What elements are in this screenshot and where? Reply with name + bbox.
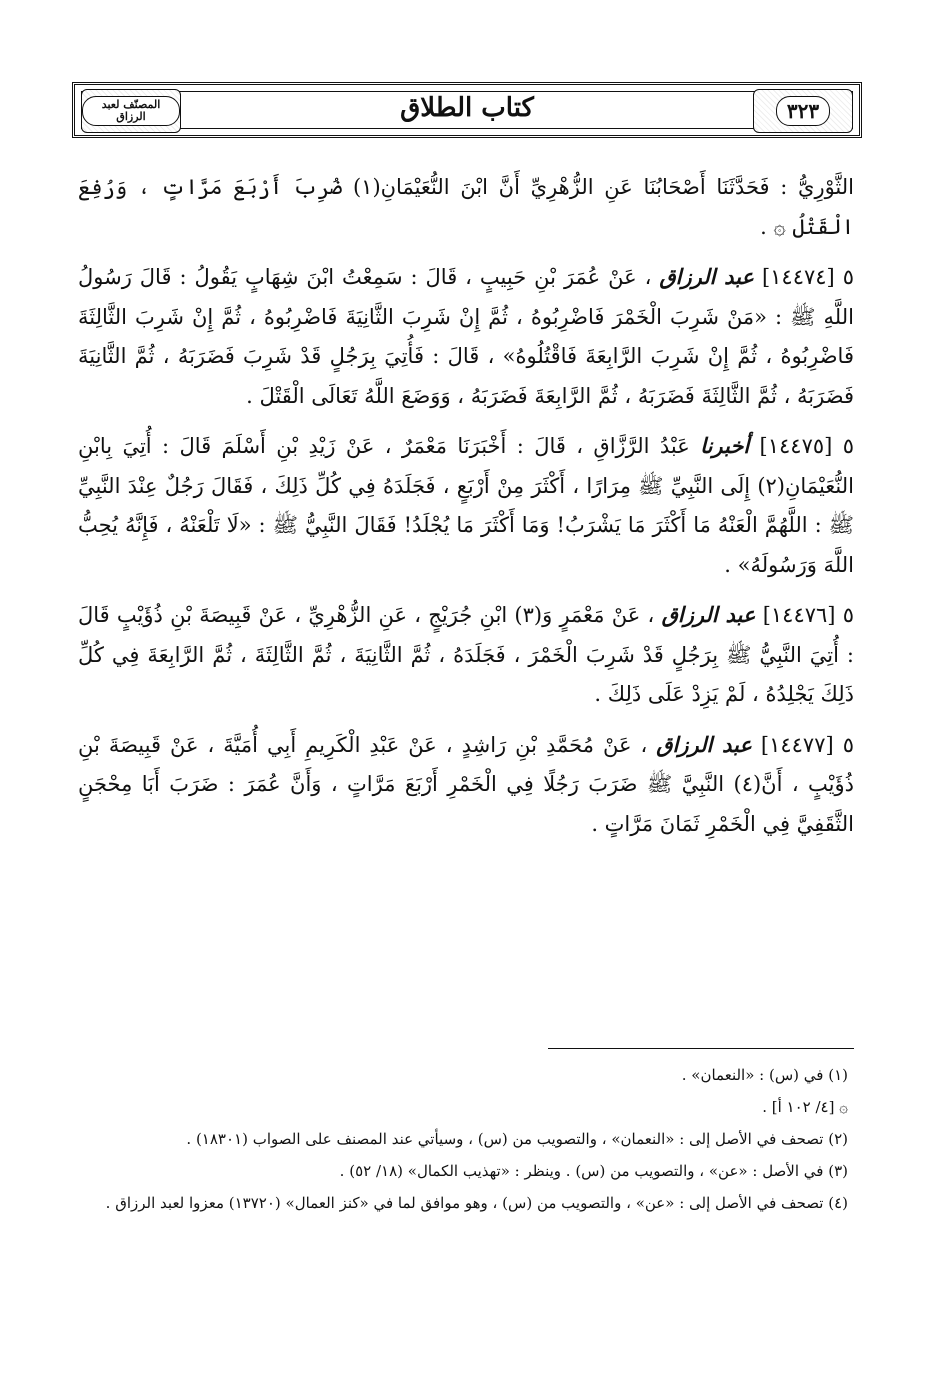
hadith-14476 [78,595,854,715]
hadith-14475 [78,426,854,585]
footnote-divider [548,1048,854,1049]
paragraph-continuation [78,168,854,247]
footnote-2: (٢) تصحف في الأصل إلى : «النعمان» ، والتصويب من (س) ، وسيأتي عند المصنف على الصواب (١٨٣٠١) . [186,1130,848,1148]
footnote-3: (٣) في الأصل : «عن» ، والتصويب من (س) . وينظر : «تهذيب الكمال» (١٨/ ٥٢) . [339,1162,848,1180]
hadith-14477 [78,725,854,845]
footnote-1: (١) في (س) : «النعمان» . [681,1066,848,1084]
page-number: ٣٢٣ [776,96,830,126]
page-header [72,82,862,138]
chapter-title: كتاب الطلاق [400,93,534,123]
footnote-folio: ۞ [٤/ ١٠٢ أ] . [762,1098,848,1116]
page-number-ornament [753,89,853,133]
main-text [78,168,854,854]
hadith-14474 [78,257,854,416]
hadith-author: أخبرنا [700,433,750,458]
footnotes [78,1060,848,1220]
book-logo-text: المصنّف لعبد الرزاق [82,96,180,126]
hadith-text: ، عَنْ مَعْمَرٍ وَ(٣) ابْنِ جُرَيْجٍ ، عَنِ الزُّهْرِيِّ ، عَنْ قَبِيصَةَ بْنِ ذُؤَيْبٍ قَالَ : أُتِيَ النَّبِيُّ ﷺ بِرَجُلٍ قَدْ شَرِبَ الْخَمْرَ ، فَجَلَدَهُ ، ثُمَّ الثَّانِيَةَ ، ثُمَّ الثَّالِثَةَ ، ثُمَّ الرَّابِعَةَ فِي كُلِّ ذَلِكَ يَجْلِدُهُ ، لَمْ يَزِدْ عَلَى ذَلِكَ . [78,603,854,706]
hadith-author: عبد الرزاق [656,731,752,757]
hadith-text: عَبْدُ الرَّزَّاقِ ، قَالَ : أَخْبَرَنَا مَعْمَرٌ ، عَنْ زَيْدِ بْنِ أَسْلَمَ قَالَ : أُتِيَ بِابْنِ النُّعَيْمَانِ(٢) إِلَى النَّبِيِّ ﷺ مِرَارًا ، أَكْثَرَ مِنْ أَرْبَعٍ ، فَجَلَدَهُ فِي كُلِّ ذَلِكَ ، فَقَالَ رَجُلٌ عِنْدَ النَّبِيِّ ﷺ : اللَّهُمَّ الْعَنْهُ مَا أَكْثَرَ مَا يَشْرَبُ! وَمَا أَكْثَرَ مَا يُجْلَدُ! فَقَالَ النَّبِيُّ ﷺ : «لَا تَلْعَنْهُ ، فَإِنَّهُ يُحِبُّ اللَّهَ وَرَسُولَهُ» . [78,434,854,577]
hadith-author: عبد الرزاق [661,602,756,627]
hadith-author: عبد الرزاق [659,264,754,289]
hadith-text: ، عَنْ مُحَمَّدِ بْنِ رَاشِدٍ ، عَنْ عَبْدِ الْكَرِيمِ أَبِي أُمَيَّةَ ، عَنْ قَبِيصَةَ بْنِ ذُؤَيْبٍ ، أَنَّ(٤) النَّبِيَّ ﷺ ضَرَبَ رَجُلًا فِي الْخَمْرِ أَرْبَعَ مَرَّاتٍ ، وَأَنَّ عُمَرَ : ضَرَبَ أَبَا مِحْجَنٍ الثَّقَفِيَّ فِي الْخَمْرِ ثَمَانَ مَرَّاتٍ . [78,732,854,836]
paragraph-text: الثَّوْرِيُّ : فَحَدَّثَنَا أَصْحَابُنَا عَنِ الزُّهْرِيِّ أَنَّ ابْنَ النُّعَيْمَانِ(١) ضُرِبَ أَرْبَعَ مَرَّاتٍ ، وَرُفِعَ الْقَتْلُ ۞ . [78,175,855,239]
hadith-number: ٥ [١٤٤٧٦] [762,603,855,627]
hadith-number: ٥ [١٤٤٧٥] [759,434,855,458]
hadith-text: ، عَنْ عُمَرَ بْنِ حَبِيبٍ ، قَالَ : سَمِعْتُ ابْنَ شِهَابٍ يَقُولُ : قَالَ رَسُولُ اللَّهِ ﷺ : «مَنْ شَرِبَ الْخَمْرَ فَاضْرِبُوهُ ، ثُمَّ إِنْ شَرِبَ الثَّانِيَةَ فَاضْرِبُوهُ ، ثُمَّ إِنْ شَرِبَ الثَّالِثَةَ فَاضْرِبُوهُ ، ثُمَّ إِنْ شَرِبَ الرَّابِعَةَ فَاقْتُلُوهُ» ، قَالَ : فَأُتِيَ بِرَجُلٍ قَدْ شَرِبَ فَضَرَبَهُ ، ثُمَّ الثَّانِيَةَ فَضَرَبَهُ ، ثُمَّ الثَّالِثَةَ فَضَرَبَهُ ، ثُمَّ الرَّابِعَةَ فَضَرَبَهُ ، وَوَضَعَ اللَّهُ تَعَالَى الْقَتْلَ . [78,265,854,408]
footnote-4: (٤) تصحف في الأصل إلى : «عن» ، والتصويب من (س) ، وهو موافق لما في «كنز العمال» (١٣٧٢٠) معزوا لعبد الرزاق . [105,1194,848,1212]
hadith-number: ٥ [١٤٤٧٤] [761,265,854,289]
hadith-number: ٥ [١٤٤٧٧] [760,732,854,757]
